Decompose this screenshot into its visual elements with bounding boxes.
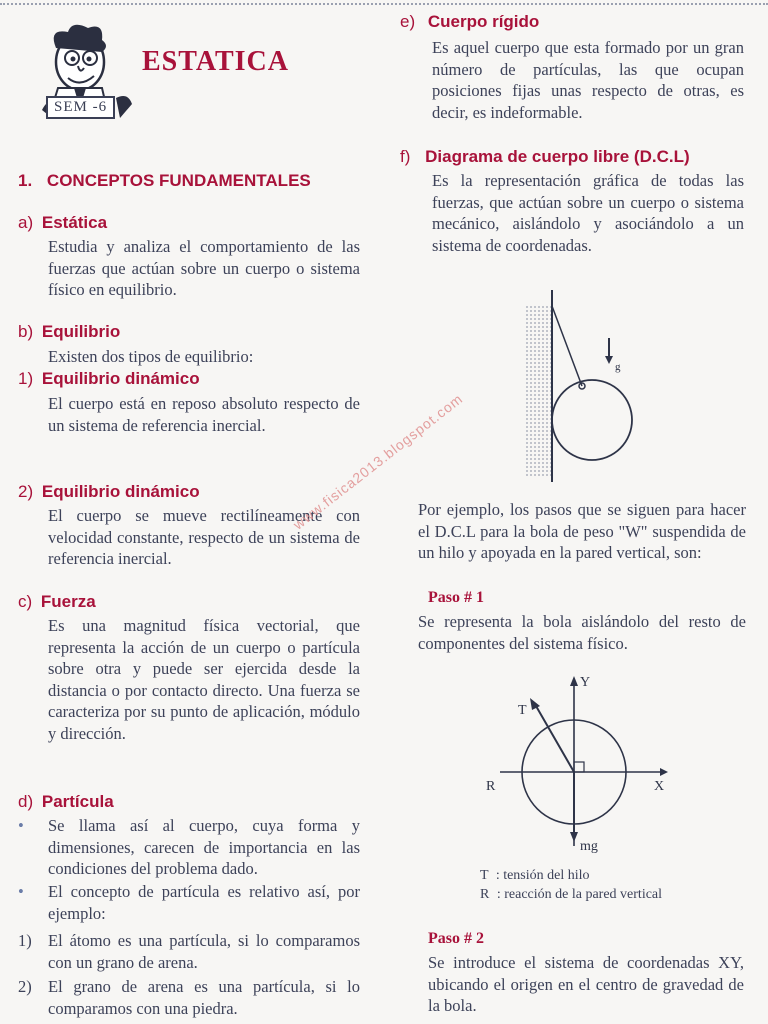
particula-bullet-1 [18, 815, 360, 880]
ball [552, 380, 632, 460]
item-text: El átomo es una partícula, si lo comparamos con un grano de arena. [48, 931, 360, 972]
equilibrio-2-text: El cuerpo se mueve rectilíneamente con velocidad constante, respecto de un sistema de referencia inercial. [48, 506, 360, 568]
item-number: 2) [18, 977, 32, 996]
watermark: www.fisica2013.blogspot.com [290, 390, 466, 533]
y-axis-arrowhead [570, 676, 578, 686]
legend-tension [480, 868, 590, 884]
heading-title: Estática [41, 213, 108, 232]
paso-2-text: Se introduce el sistema de coordenadas XY, ubicando el origen en el centro de gravedad de la bola. [428, 953, 744, 1015]
y-axis-label: Y [580, 675, 591, 690]
x-axis-label: X [654, 779, 665, 794]
heading-dcl [400, 147, 690, 167]
page-title: ESTATICA [142, 46, 290, 77]
figure-ball-wall [510, 286, 650, 486]
string-line [552, 306, 582, 386]
heading-fuerza [18, 592, 96, 612]
heading-label: d) [18, 792, 34, 811]
dcl-text: Es la representación gráfica de todas las fuerzas, que actúan sobre un cuerpo o sistema mecánico, aislándolo y asociándolo a un sistema de coordenadas. [432, 171, 744, 255]
right-angle-mark [574, 762, 584, 772]
gravity-arrowhead [605, 356, 613, 364]
section-number: 1. [18, 171, 33, 190]
x-axis-arrowhead [660, 768, 668, 776]
legend-symbol: T [480, 868, 489, 883]
bullet-text: Se llama así al cuerpo, cuya forma y dimensiones, carecen de importancia en las condiciones del problema dado. [48, 816, 360, 878]
figure-dcl [470, 668, 680, 858]
particula-item-2 [18, 976, 360, 1019]
sem-badge: SEM -6 [46, 96, 115, 119]
weight-arrowhead [570, 832, 578, 842]
cuerpo-rigido-text: Es aquel cuerpo que esta formado por un gran número de partículas, las que ocupan posiciones fijas unas respecto de otras, es decir, es indeformable. [432, 38, 744, 122]
example-text: Por ejemplo, los pasos que se siguen para hacer el D.C.L para la bola de peso "W" suspendida de un hilo y apoyada en la pared vertical, son: [418, 500, 746, 562]
bullet-text: El concepto de partícula es relativo así, por ejemplo: [48, 882, 360, 923]
fuerza-text: Es una magnitud física vectorial, que representa la acción de un cuerpo o partícula sobre otra y puede ser ejercida desde la distancia o por contacto directo. Una fuerza se caracteriza por su punto de aplicación, módulo y dirección. [48, 616, 360, 743]
heading-title: Equilibrio dinámico [41, 369, 200, 388]
heading-label: c) [18, 592, 33, 611]
legend-text: : tensión del hilo [495, 868, 590, 883]
heading-cuerpo-rigido [400, 12, 539, 32]
section-title: CONCEPTOS FUNDAMENTALES [46, 171, 311, 190]
heading-label: b) [18, 322, 34, 341]
equilibrio-1-text: El cuerpo está en reposo absoluto respecto de un sistema de referencia inercial. [48, 394, 360, 435]
logo [28, 18, 148, 133]
bullet-icon: • [18, 816, 24, 835]
item-text: El grano de arena es una partícula, si lo comparamos con una piedra. [48, 977, 360, 1018]
wall-hatching [524, 306, 552, 476]
heading-equilibrio [18, 322, 120, 342]
tension-arrowhead [530, 698, 540, 710]
heading-title: Partícula [41, 792, 114, 811]
particula-item-1 [18, 930, 360, 973]
heading-title: Equilibrio dinámico [41, 482, 200, 501]
heading-label: 2) [18, 482, 34, 501]
legend-symbol: R [480, 887, 490, 902]
heading-title: Fuerza [40, 592, 96, 611]
bullet-icon: • [18, 882, 24, 901]
heading-title: Equilibrio [41, 322, 121, 341]
equilibrio-text: Existen dos tipos de equilibrio: [48, 347, 254, 366]
heading-title: Diagrama de cuerpo libre (D.C.L) [425, 147, 690, 166]
heading-estatica [18, 213, 107, 233]
heading-label: f) [400, 147, 411, 166]
paso-1-title: Paso # 1 [428, 589, 484, 606]
paso-1-text: Se representa la bola aislándolo del resto de componentes del sistema físico. [418, 612, 746, 653]
particula-bullet-2 [18, 881, 360, 924]
legend-text: : reacción de la pared vertical [496, 887, 663, 902]
heading-label: a) [18, 213, 34, 232]
heading-label: e) [400, 12, 416, 31]
heading-equilibrio-1 [18, 369, 200, 389]
heading-equilibrio-2 [18, 482, 200, 502]
reaction-label: R [486, 779, 496, 794]
paso-2-title: Paso # 2 [428, 930, 484, 947]
weight-label: mg [580, 839, 598, 854]
section-heading [18, 171, 368, 191]
item-number: 1) [18, 931, 32, 950]
top-dotted-border [0, 3, 768, 5]
heading-title: Cuerpo rígido [427, 12, 540, 31]
estatica-text: Estudia y analiza el comportamiento de las fuerzas que actúan sobre un cuerpo o sistema físico en equilibrio. [48, 237, 360, 299]
heading-label: 1) [18, 369, 34, 388]
tension-label: T [518, 703, 527, 718]
gravity-label: g [615, 361, 621, 373]
legend-reaction [480, 887, 662, 903]
heading-particula [18, 792, 114, 812]
tension-vector [536, 706, 574, 772]
